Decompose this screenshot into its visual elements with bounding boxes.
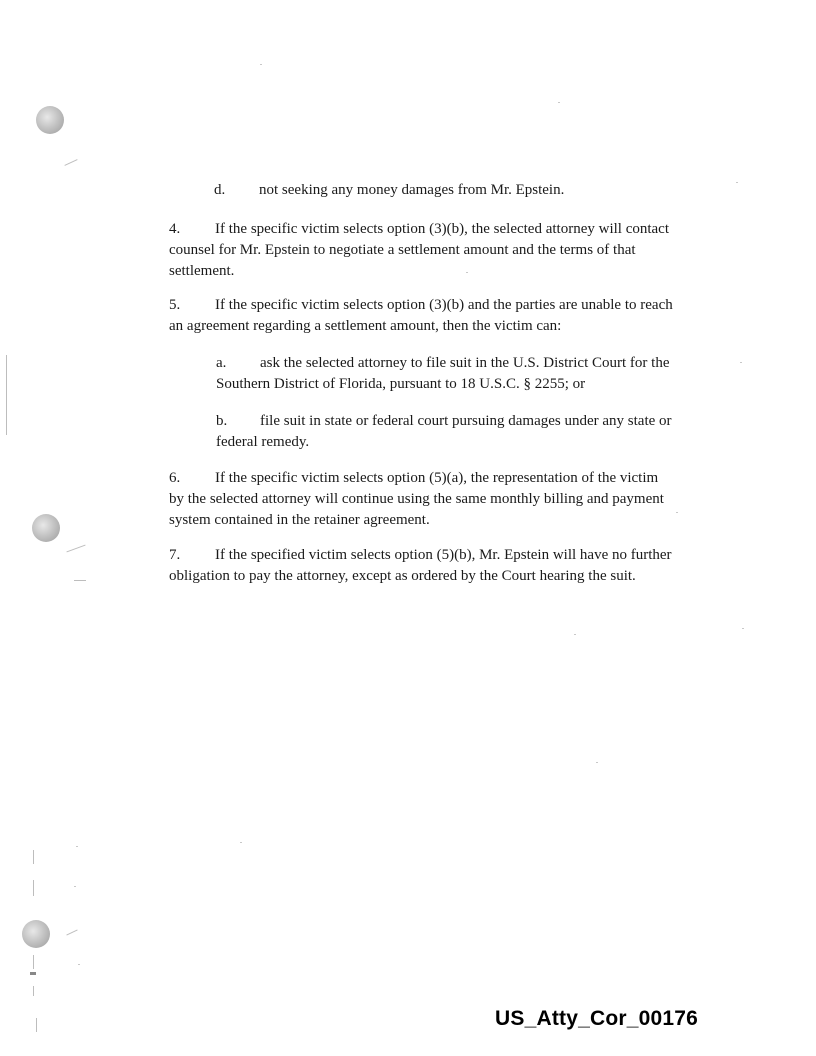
item-5-line-2: an agreement regarding a settlement amount, then the victim can: (169, 318, 562, 334)
item-7-line-1 (169, 545, 759, 566)
scan-mark (36, 1018, 37, 1032)
bates-number: US_Atty_Cor_00176 (495, 1007, 699, 1030)
item-6-line-2: by the selected attorney will continue using the same monthly billing and payment (169, 491, 664, 507)
item-7-number: 7. (169, 547, 181, 563)
scan-speck (596, 762, 598, 763)
item-4-text-1: If the specific victim selects option (3)(b), the selected attorney will contact (215, 221, 669, 237)
scan-speck (558, 102, 560, 103)
item-4-number: 4. (169, 221, 181, 237)
scan-speck (76, 846, 78, 847)
item-4-line-3: settlement. (169, 263, 235, 279)
scan-mark (66, 930, 77, 936)
hole-punch-top (36, 106, 64, 134)
scan-speck (74, 886, 76, 887)
hole-punch-middle (32, 514, 60, 542)
scan-mark (74, 580, 86, 581)
scan-speck (742, 628, 744, 629)
item-5b (216, 411, 756, 453)
item-6-line-1 (169, 468, 759, 489)
item-4-line-1 (169, 219, 759, 240)
hole-punch-bottom (22, 920, 50, 948)
item-7-line-2: obligation to pay the attorney, except as ordered by the Court hearing the suit. (169, 568, 636, 584)
item-5a-text-1: ask the selected attorney to file suit in the U.S. District Court for the (260, 355, 670, 371)
scan-mark (30, 972, 36, 975)
item-5a-line-2: Southern District of Florida, pursuant to 18 U.S.C. § 2255; or (216, 376, 586, 392)
item-5a-line-1 (216, 353, 756, 374)
scan-mark (6, 355, 7, 435)
scan-speck (736, 182, 738, 183)
scan-mark (64, 159, 77, 166)
item-5b-label: b. (216, 413, 228, 429)
item-5-line-1 (169, 295, 759, 316)
item-4 (169, 219, 759, 282)
item-5 (169, 295, 759, 337)
item-5b-line-1 (216, 411, 756, 432)
item-5a (216, 353, 756, 395)
item-4-line-2: counsel for Mr. Epstein to negotiate a settlement amount and the terms of that (169, 242, 636, 258)
scan-mark (33, 955, 34, 969)
scan-mark (33, 880, 34, 896)
scan-speck (240, 842, 242, 843)
item-5b-text-1: file suit in state or federal court pursuing damages under any state or (260, 413, 672, 429)
scan-speck (78, 964, 80, 965)
item-6 (169, 468, 759, 531)
scan-mark (33, 850, 34, 864)
item-7-text-1: If the specified victim selects option (5)(b), Mr. Epstein will have no further (215, 547, 672, 563)
item-5-number: 5. (169, 297, 181, 313)
item-6-text-1: If the specific victim selects option (5)(a), the representation of the victim (215, 470, 659, 486)
scan-speck (260, 64, 262, 65)
item-6-line-3: system contained in the retainer agreement. (169, 512, 430, 528)
item-5b-line-2: federal remedy. (216, 434, 310, 450)
item-6-number: 6. (169, 470, 181, 486)
item-5-text-1: If the specific victim selects option (3)(b) and the parties are unable to reach (215, 297, 673, 313)
item-d-label: d. (214, 182, 226, 198)
item-d (214, 180, 734, 201)
scan-mark (33, 986, 34, 996)
item-d-text: not seeking any money damages from Mr. Epstein. (259, 182, 565, 198)
scan-mark (66, 545, 85, 553)
item-7 (169, 545, 759, 587)
scan-speck (574, 634, 576, 635)
item-5a-label: a. (216, 355, 227, 371)
